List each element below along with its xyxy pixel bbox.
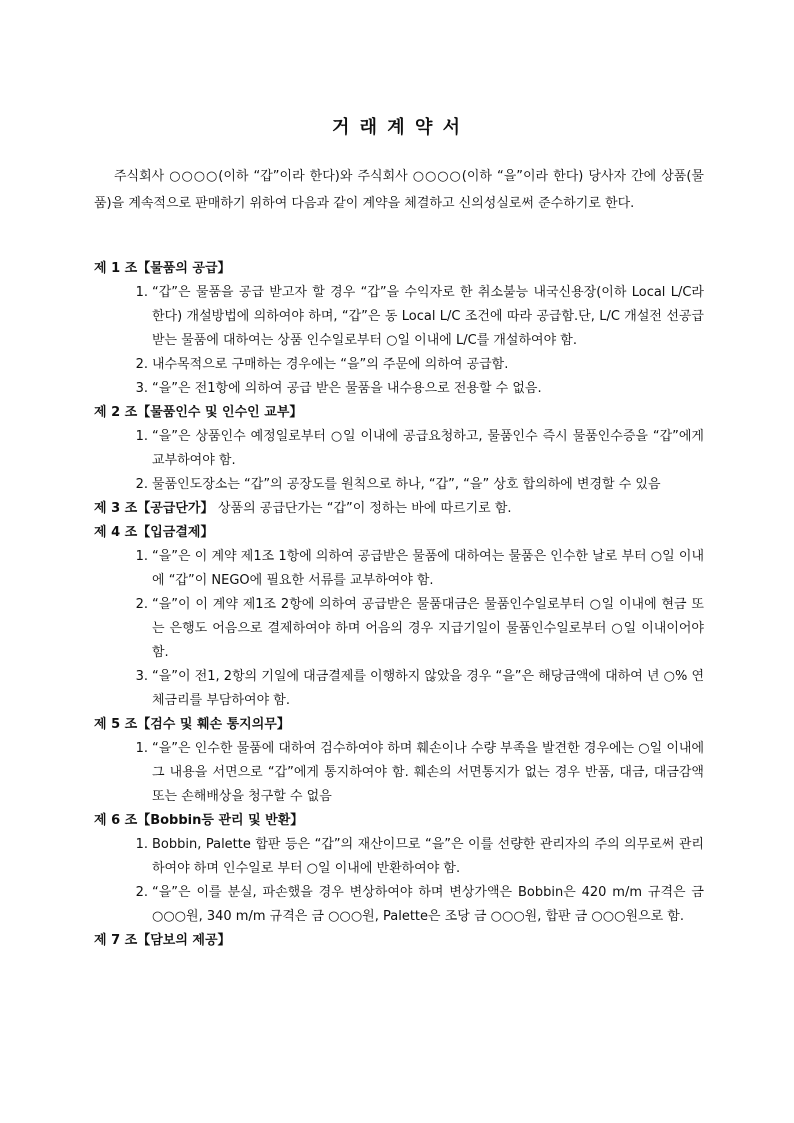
article-3-row — [94, 497, 704, 521]
item-number: 1. — [135, 837, 148, 852]
list-item — [94, 881, 704, 929]
item-number: 2. — [135, 477, 148, 492]
article-4-heading: 제 4 조【입금결제】 — [94, 525, 214, 540]
document-title: 거 래 계 약 서 — [331, 117, 462, 138]
list-item — [94, 737, 704, 809]
articles-list — [94, 257, 704, 953]
list-item — [94, 665, 704, 713]
item-text: “을”은 이를 분실, 파손했을 경우 변상하여야 하며 변상가액은 Bobbin은 420 m/m 규격은 금 ○○○원, 340 m/m 규격은 금 ○○○원, Palette은 조당 금 ○○○원, 합판 금 ○○○원으로 함. — [152, 885, 704, 924]
article-3-heading: 제 3 조【공급단가】 — [94, 501, 214, 516]
item-number: 2. — [135, 597, 148, 612]
item-text: “갑”은 물품을 공급 받고자 할 경우 “갑”을 수익자로 한 취소불능 내국신용장(이하 Local L/C라 한다) 개설방법에 의하여야 하며, “갑”은 동 Local L/C 조건에 따라 공급함.단, L/C 개설전 선공급 받는 물품에 대하여는 상품 인수일로부터 ○일 이내에 L/C를 개설하여야 함. — [152, 285, 704, 348]
article-1-heading: 제 1 조【물품의 공급】 — [94, 261, 231, 276]
intro-paragraph — [94, 163, 704, 217]
item-number: 1. — [135, 429, 148, 444]
item-text: 내수목적으로 구매하는 경우에는 “을”의 주문에 의하여 공급함. — [152, 357, 509, 372]
article-3-text: 상품의 공급단가는 “갑”이 정하는 바에 따르기로 함. — [217, 501, 512, 516]
list-item — [94, 353, 704, 377]
list-item — [94, 545, 704, 593]
article-2-heading: 제 2 조【물품인수 및 인수인 교부】 — [94, 405, 303, 420]
item-text: “을”은 전1항에 의하여 공급 받은 물품을 내수용으로 전용할 수 없음. — [152, 381, 542, 396]
item-text: “을”은 상품인수 예정일로부터 ○일 이내에 공급요청하고, 물품인수 즉시 물품인수증을 “갑”에게 교부하여야 함. — [152, 429, 704, 468]
item-number: 1. — [135, 285, 148, 300]
article-5-heading: 제 5 조【검수 및 훼손 통지의무】 — [94, 717, 290, 732]
item-number: 3. — [135, 381, 148, 396]
item-number: 2. — [135, 885, 148, 900]
item-number: 1. — [135, 549, 148, 564]
item-number: 1. — [135, 741, 148, 756]
item-text: “을”은 인수한 물품에 대하여 검수하여야 하며 훼손이나 수량 부족을 발견한 경우에는 ○일 이내에 그 내용을 서면으로 “갑”에게 통지하여야 함. 훼손의 서면통지가 없는 경우 반품, 대금, 대금감액 또는 손해배상을 청구할 수 없음 — [152, 741, 704, 804]
item-number: 2. — [135, 357, 148, 372]
item-number: 3. — [135, 669, 148, 684]
list-item — [94, 377, 704, 401]
article-6-heading: 제 6 조【Bobbin등 관리 및 반환】 — [94, 813, 304, 828]
intro-text: 주식회사 ○○○○(이하 “갑”이라 한다)와 주식회사 ○○○○(이하 “을”이라 한다) 당사자 간에 상품(물품)을 계속적으로 판매하기 위하여 다음과 같이 계약을 체결하고 신의성실로써 준수하기로 한다. — [94, 169, 704, 211]
list-item — [94, 281, 704, 353]
item-text: “을”이 이 계약 제1조 2항에 의하여 공급받은 물품대금은 물품인수일로부터 ○일 이내에 현금 또는 은행도 어음으로 결제하여야 하며 어음의 경우 지급기일이 물품인수일로부터 ○일 이내이어야 함. — [152, 597, 704, 660]
item-text: 물품인도장소는 “갑”의 공장도를 원칙으로 하나, “갑”, “을” 상호 합의하에 변경할 수 있음 — [152, 477, 661, 492]
item-text: Bobbin, Palette 합판 등은 “갑”의 재산이므로 “을”은 이를 선량한 관리자의 주의 의무로써 관리하여야 하며 인수일로 부터 ○일 이내에 반환하여야 함. — [152, 837, 704, 876]
article-7-heading: 제 7 조【담보의 제공】 — [94, 933, 231, 948]
list-item — [94, 593, 704, 665]
item-text: “을”이 전1, 2항의 기일에 대금결제를 이행하지 않았을 경우 “을”은 해당금액에 대하여 년 ○% 연체금리를 부담하여야 함. — [152, 669, 705, 708]
list-item — [94, 833, 704, 881]
list-item — [94, 425, 704, 473]
item-text: “을”은 이 계약 제1조 1항에 의하여 공급받은 물품에 대하여는 물품은 인수한 날로 부터 ○일 이내에 “갑”이 NEGO에 필요한 서류를 교부하여야 함. — [152, 549, 704, 588]
list-item — [94, 473, 704, 497]
